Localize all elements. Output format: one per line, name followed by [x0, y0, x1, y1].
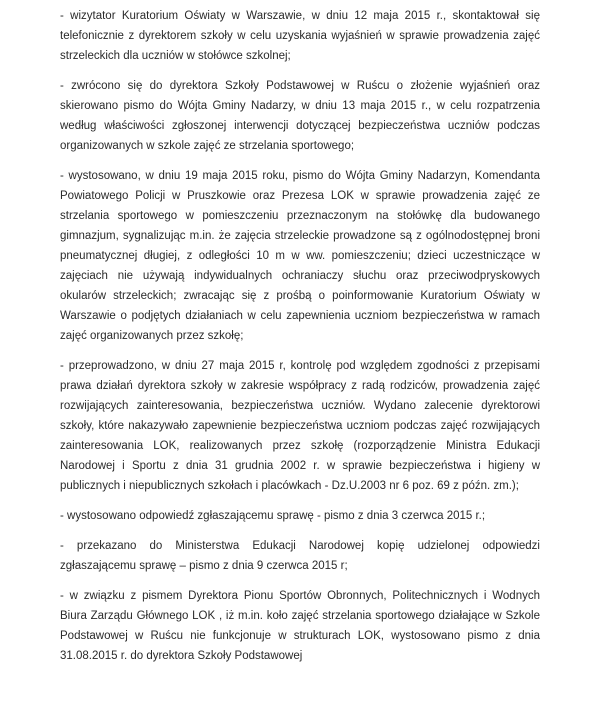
- paragraph-inspector-contact: - wizytator Kuratorium Oświaty w Warszawie, w dniu 12 maja 2015 r., skontaktował się telefonicznie z dyrektorem szkoły w celu uzyskania wyjaśnień w sprawie prowadzenia zajęć strzeleckich dla uczniów w stołówce szkolnej;: [60, 10, 540, 62]
- paragraph-ministry-copy: - przekazano do Ministerstwa Edukacji Narodowej kopię udzielonej odpowiedzi zgłaszającemu sprawę – pismo z dnia 9 czerwca 2015 r;: [60, 540, 540, 572]
- paragraph-response-june-3: - wystosowano odpowiedź zgłaszającemu sprawę - pismo z dnia 3 czerwca 2015 r.;: [60, 510, 486, 522]
- paragraph-inspection-may-27: - przeprowadzono, w dniu 27 maja 2015 r, kontrolę pod względem zgodności z przepisami prawa działań dyrektora szkoły w zakresie współpracy z radą rodziców, prowadzenia zajęć rozwijających zainteresowania, bezpieczeństwa uczniów. Wydano zalecenie dyrektorowi szkoły, które nakazywało zapewnienie bezpieczeństwa uczniom podczas zajęć rozwijających zainteresowania LOK, realizowanych przez szkołę (rozporządzenie Ministra Edukacji Narodowej i Sportu z dnia 31 grudnia 2002 r. w sprawie bezpieczeństwa i higieny w publicznych i niepublicznych szkołach i placówkach - Dz.U.2003 nr 6 poz. 69 z późn. zm.);: [60, 360, 540, 492]
- paragraph-explanations-request: - zwrócono się do dyrektora Szkoły Podstawowej w Ruścu o złożenie wyjaśnień oraz skierowano pismo do Wójta Gminy Nadarzy, w dniu 13 maja 2015 r., w celu rozpatrzenia według właściwości zgłoszonej interwencji dotyczącej bezpieczeństwa uczniów podczas organizowanych w szkole zajęć ze strzelania sportowego;: [60, 80, 540, 152]
- document-body: [60, 6, 540, 676]
- paragraph-letter-may-19: - wystosowano, w dniu 19 maja 2015 roku, pismo do Wójta Gminy Nadarzyn, Komendanta Powiatowego Policji w Pruszkowie oraz Prezesa LOK w sprawie prowadzenia zajęć ze strzelania sportowego w pomieszczeniu przeznaczonym na stołówkę dla budowanego gimnazjum, sygnalizując m.in. że zajęcia strzeleckie prowadzone są z ogólnodostępnej broni pneumatycznej długiej, z odległości 10 m w ww. pomieszczeniu; dzieci uczestniczące w zajęciach nie używają indywidualnych ochraniaczy słuchu oraz przeciwodpryskowych okularów strzeleckich; zwracając się z prośbą o poinformowanie Kuratorium Oświaty w Warszawie o podjętych działaniach w celu zapewnienia uczniom bezpieczeństwa w ramach zajęć organizowanych przez szkołę;: [60, 170, 540, 342]
- paragraph-lok-letter: - w związku z pismem Dyrektora Pionu Sportów Obronnych, Politechnicznych i Wodnych Biura Zarządu Głównego LOK , iż m.in. koło zajęć strzelania sportowego działające w Szkole Podstawowej w Ruścu nie funkcjonuje w strukturach LOK, wystosowano pismo z dnia 31.08.2015 r. do dyrektora Szkoły Podstawowej: [60, 590, 540, 662]
